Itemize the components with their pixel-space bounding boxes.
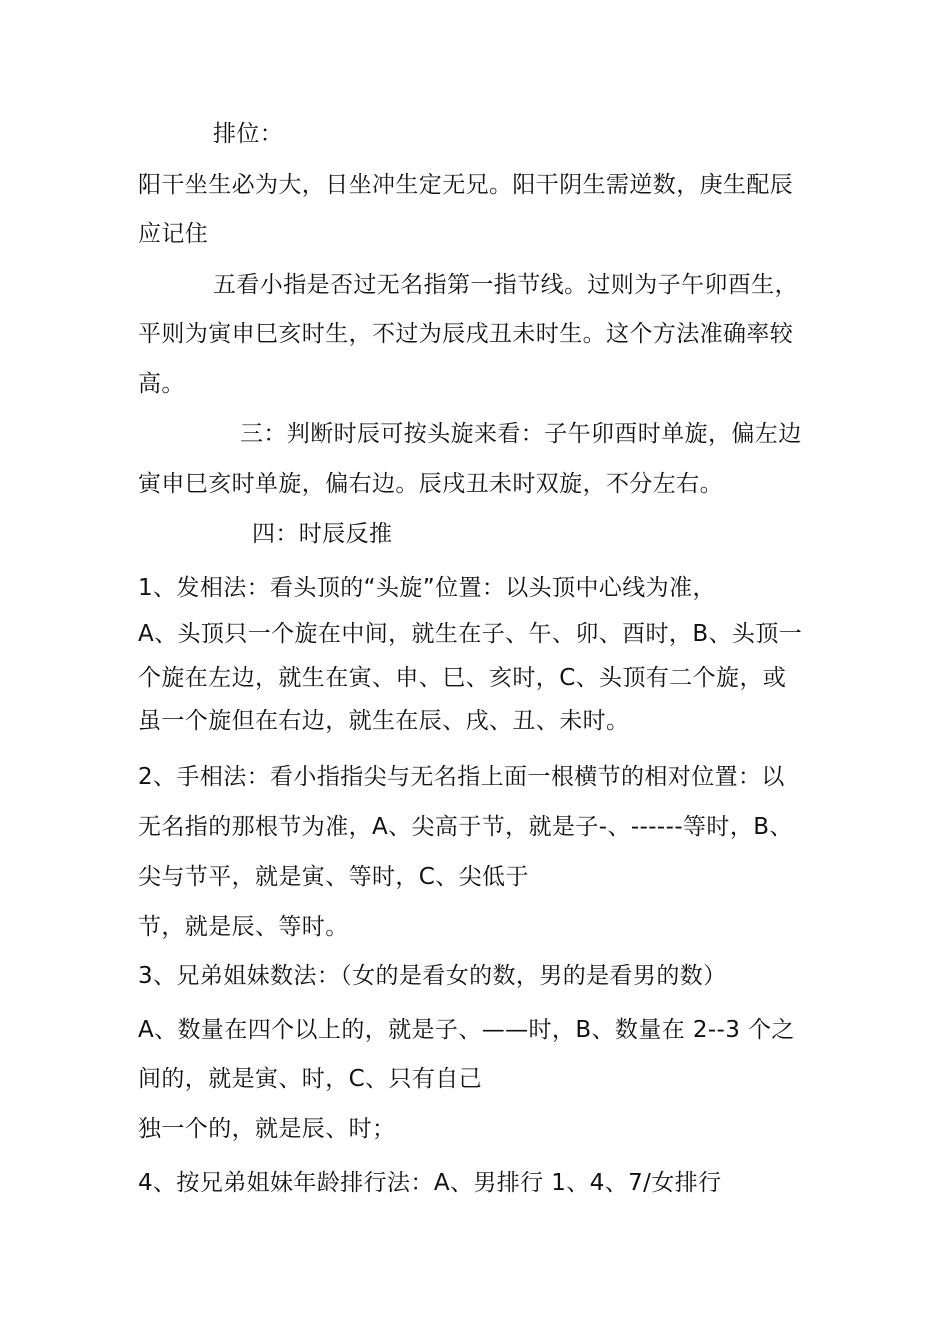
text-line: 平则为寅申巳亥时生，不过为辰戌丑未时生。这个方法准确率较 (138, 321, 794, 347)
text-line: 排位： (213, 121, 284, 147)
text-line: 个旋在左边，就生在寅、申、巳、亥时，C、头顶有二个旋，或 (138, 665, 787, 691)
text-line: A、数量在四个以上的，就是子、——时，B、数量在 2--3 个之 (138, 1017, 795, 1043)
text-line: 1、发相法：看头顶的“头旋”位置：以头顶中心线为准， (138, 575, 716, 601)
text-line: 高。 (138, 371, 185, 397)
text-line: 独一个的，就是辰、时； (138, 1116, 396, 1142)
text-line: 三：判断时辰可按头旋来看：子午卯酉时单旋，偏左边 (240, 421, 802, 447)
section-heading: 四：时辰反推 (252, 521, 393, 547)
text-line: 阳干坐生必为大，日坐冲生定无兄。阳干阴生需逆数，庚生配辰 (138, 172, 794, 198)
text-line: 寅申巳亥时单旋，偏右边。辰戌丑未时双旋，不分左右。 (138, 471, 723, 497)
text-line: 4、按兄弟姐妹年龄排行法：A、男排行 1、4、7/女排行 (138, 1170, 722, 1196)
text-line: 间的，就是寅、时，C、只有自己 (138, 1066, 483, 1092)
text-line: 尖与节平，就是寅、等时，C、尖低于 (138, 864, 529, 890)
text-line: 五看小指是否过无名指第一指节线。过则为子午卯酉生， (213, 272, 798, 298)
text-line: A、头顶只一个旋在中间，就生在子、午、卯、酉时，B、头顶一 (138, 621, 803, 647)
text-line: 节，就是辰、等时。 (138, 914, 349, 940)
text-line: 应记住 (138, 221, 209, 247)
text-line: 虽一个旋但在右边，就生在辰、戌、丑、未时。 (138, 708, 630, 734)
text-line: 3、兄弟姐妹数法：（女的是看女的数，男的是看男的数） (138, 963, 727, 989)
text-line: 无名指的那根节为准，A、尖高于节，就是子-、------等时，B、 (138, 814, 793, 840)
text-line: 2、手相法：看小指指尖与无名指上面一根横节的相对位置：以 (138, 764, 785, 790)
